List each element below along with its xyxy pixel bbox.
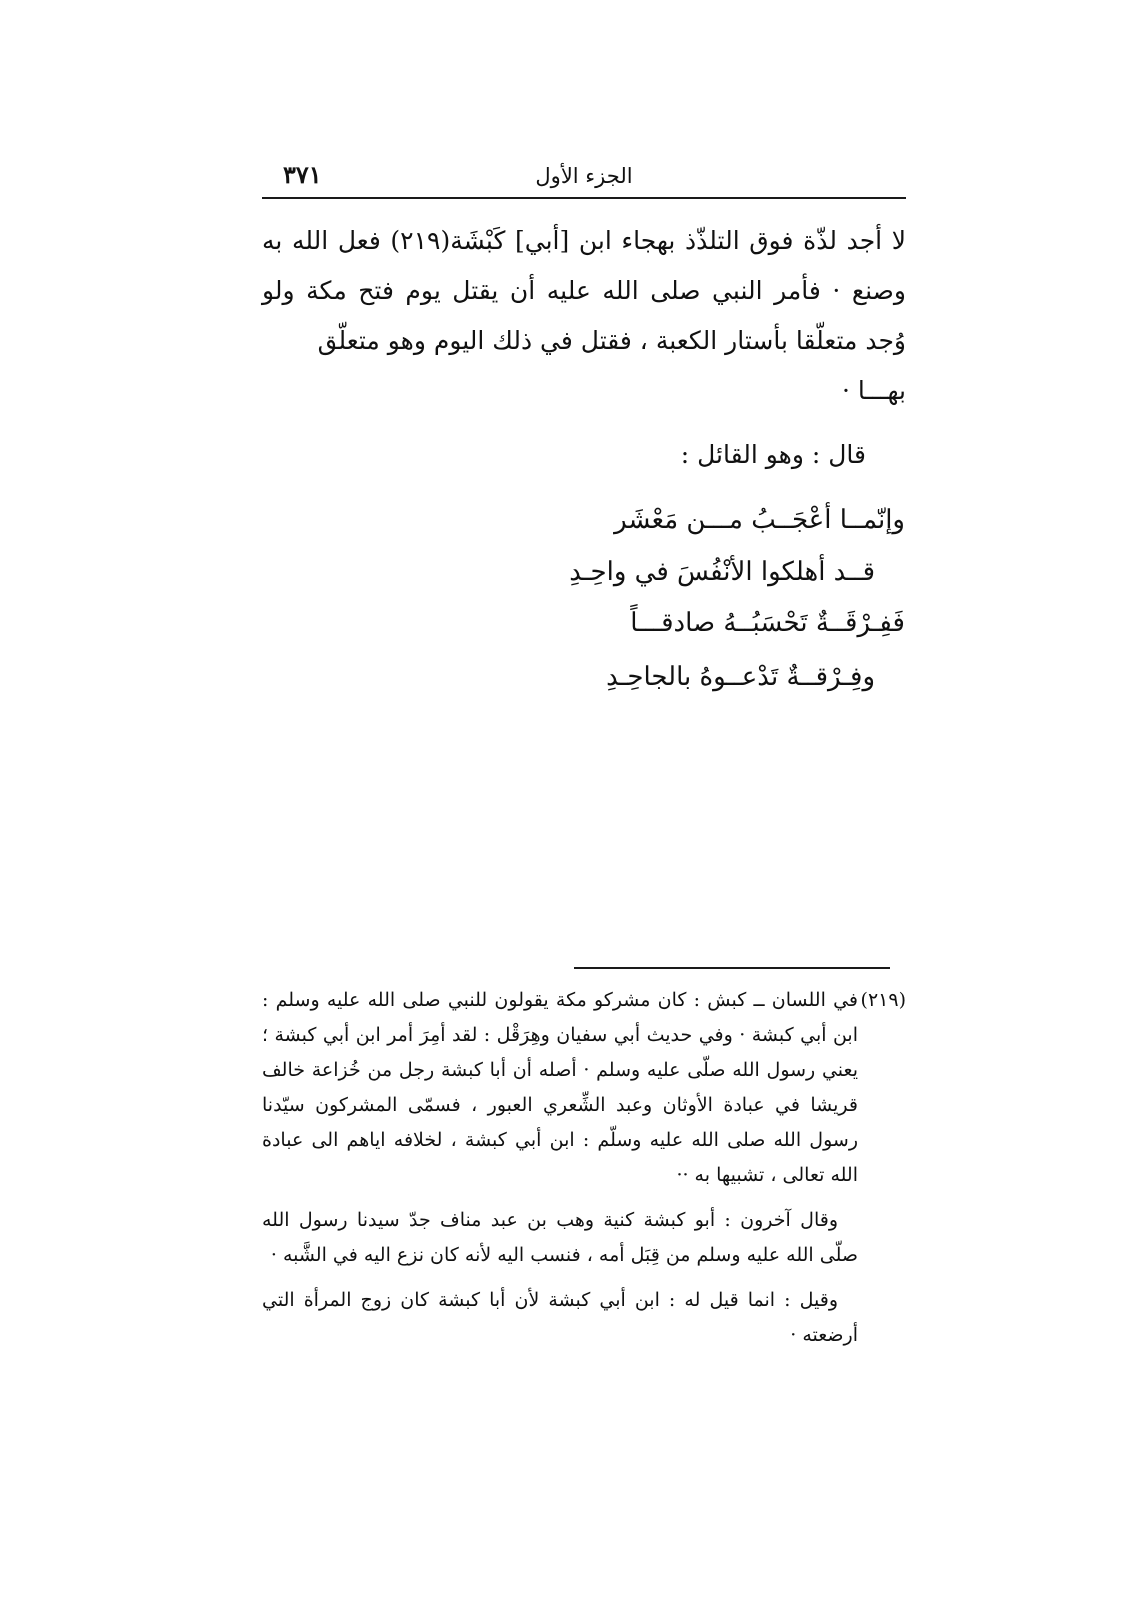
verse-line-2: قــد أهلكوا الأنْفُسَ في واحِـدِ xyxy=(569,557,875,587)
poem-intro: قال : وهو القائل : xyxy=(680,440,866,469)
footnote-paragraph-2: وقال آخرون : أبو كبشة كنية وهب بن عبد مناف جدّ سيدنا رسول الله صلّى الله عليه وسلم من قِبَل أمه ، فنسب اليه لأنه كان نزع اليه في الشَّبه · xyxy=(262,1209,858,1266)
footnote-rule xyxy=(574,967,890,969)
footnote-paragraph-3: وقيل : انما قيل له : ابن أبي كبشة لأن أبا كبشة كان زوج المرأة التي أرضعته · xyxy=(262,1289,858,1346)
page-number: ٣٧١ xyxy=(283,160,322,189)
running-title: الجزء الأول xyxy=(535,164,633,188)
verse-line-1: وإنّمــا أعْجَــبُ مـــن مَعْشَر xyxy=(614,505,905,535)
footnotes xyxy=(262,983,906,1363)
footnote-number: (٢١٩) xyxy=(860,989,906,1011)
header-rule xyxy=(262,197,906,199)
main-paragraph xyxy=(262,216,906,416)
main-paragraph-end: بهـــا · xyxy=(842,376,906,405)
footnote-219 xyxy=(262,983,906,1193)
verse-line-3: فَفِـرْقَــةٌ تَحْسَبُــهُ صادقـــاً xyxy=(630,608,905,638)
verse-line-4: وفِـرْقــةٌ تَدْعــوهُ بالجاحِـدِ xyxy=(606,662,875,692)
main-paragraph-text: لا أجد لذّة فوق التلذّذ بهجاء ابن [أبي] كَبْشَة(٢١٩) فعل الله به وصنع · فأمر النبي صلى الله عليه أن يقتل يوم فتح مكة ولو وُجد متعلّقا بأستار الكعبة ، فقتل في ذلك اليوم وهو متعلّق xyxy=(262,226,906,355)
footnote-text: في اللسان ــ كبش : كان مشركو مكة يقولون للنبي صلى الله عليه وسلم : ابن أبي كبشة · وفي حديث أبي سفيان وهِرَقْل : لقد أمِرَ أمر ابن أبي كبشة ؛ يعني رسول الله صلّى عليه وسلم · أصله أن أبا كبشة رجل من خُزاعة خالف قريشا في عبادة الأوثان وعبد الشِّعري العبور ، فسمّى المشركون سيّدنا رسول الله صلى الله عليه وسلّم : ابن أبي كبشة ، لخلافه اياهم الى عبادة الله تعالى ، تشبيها به ·· xyxy=(262,989,858,1186)
